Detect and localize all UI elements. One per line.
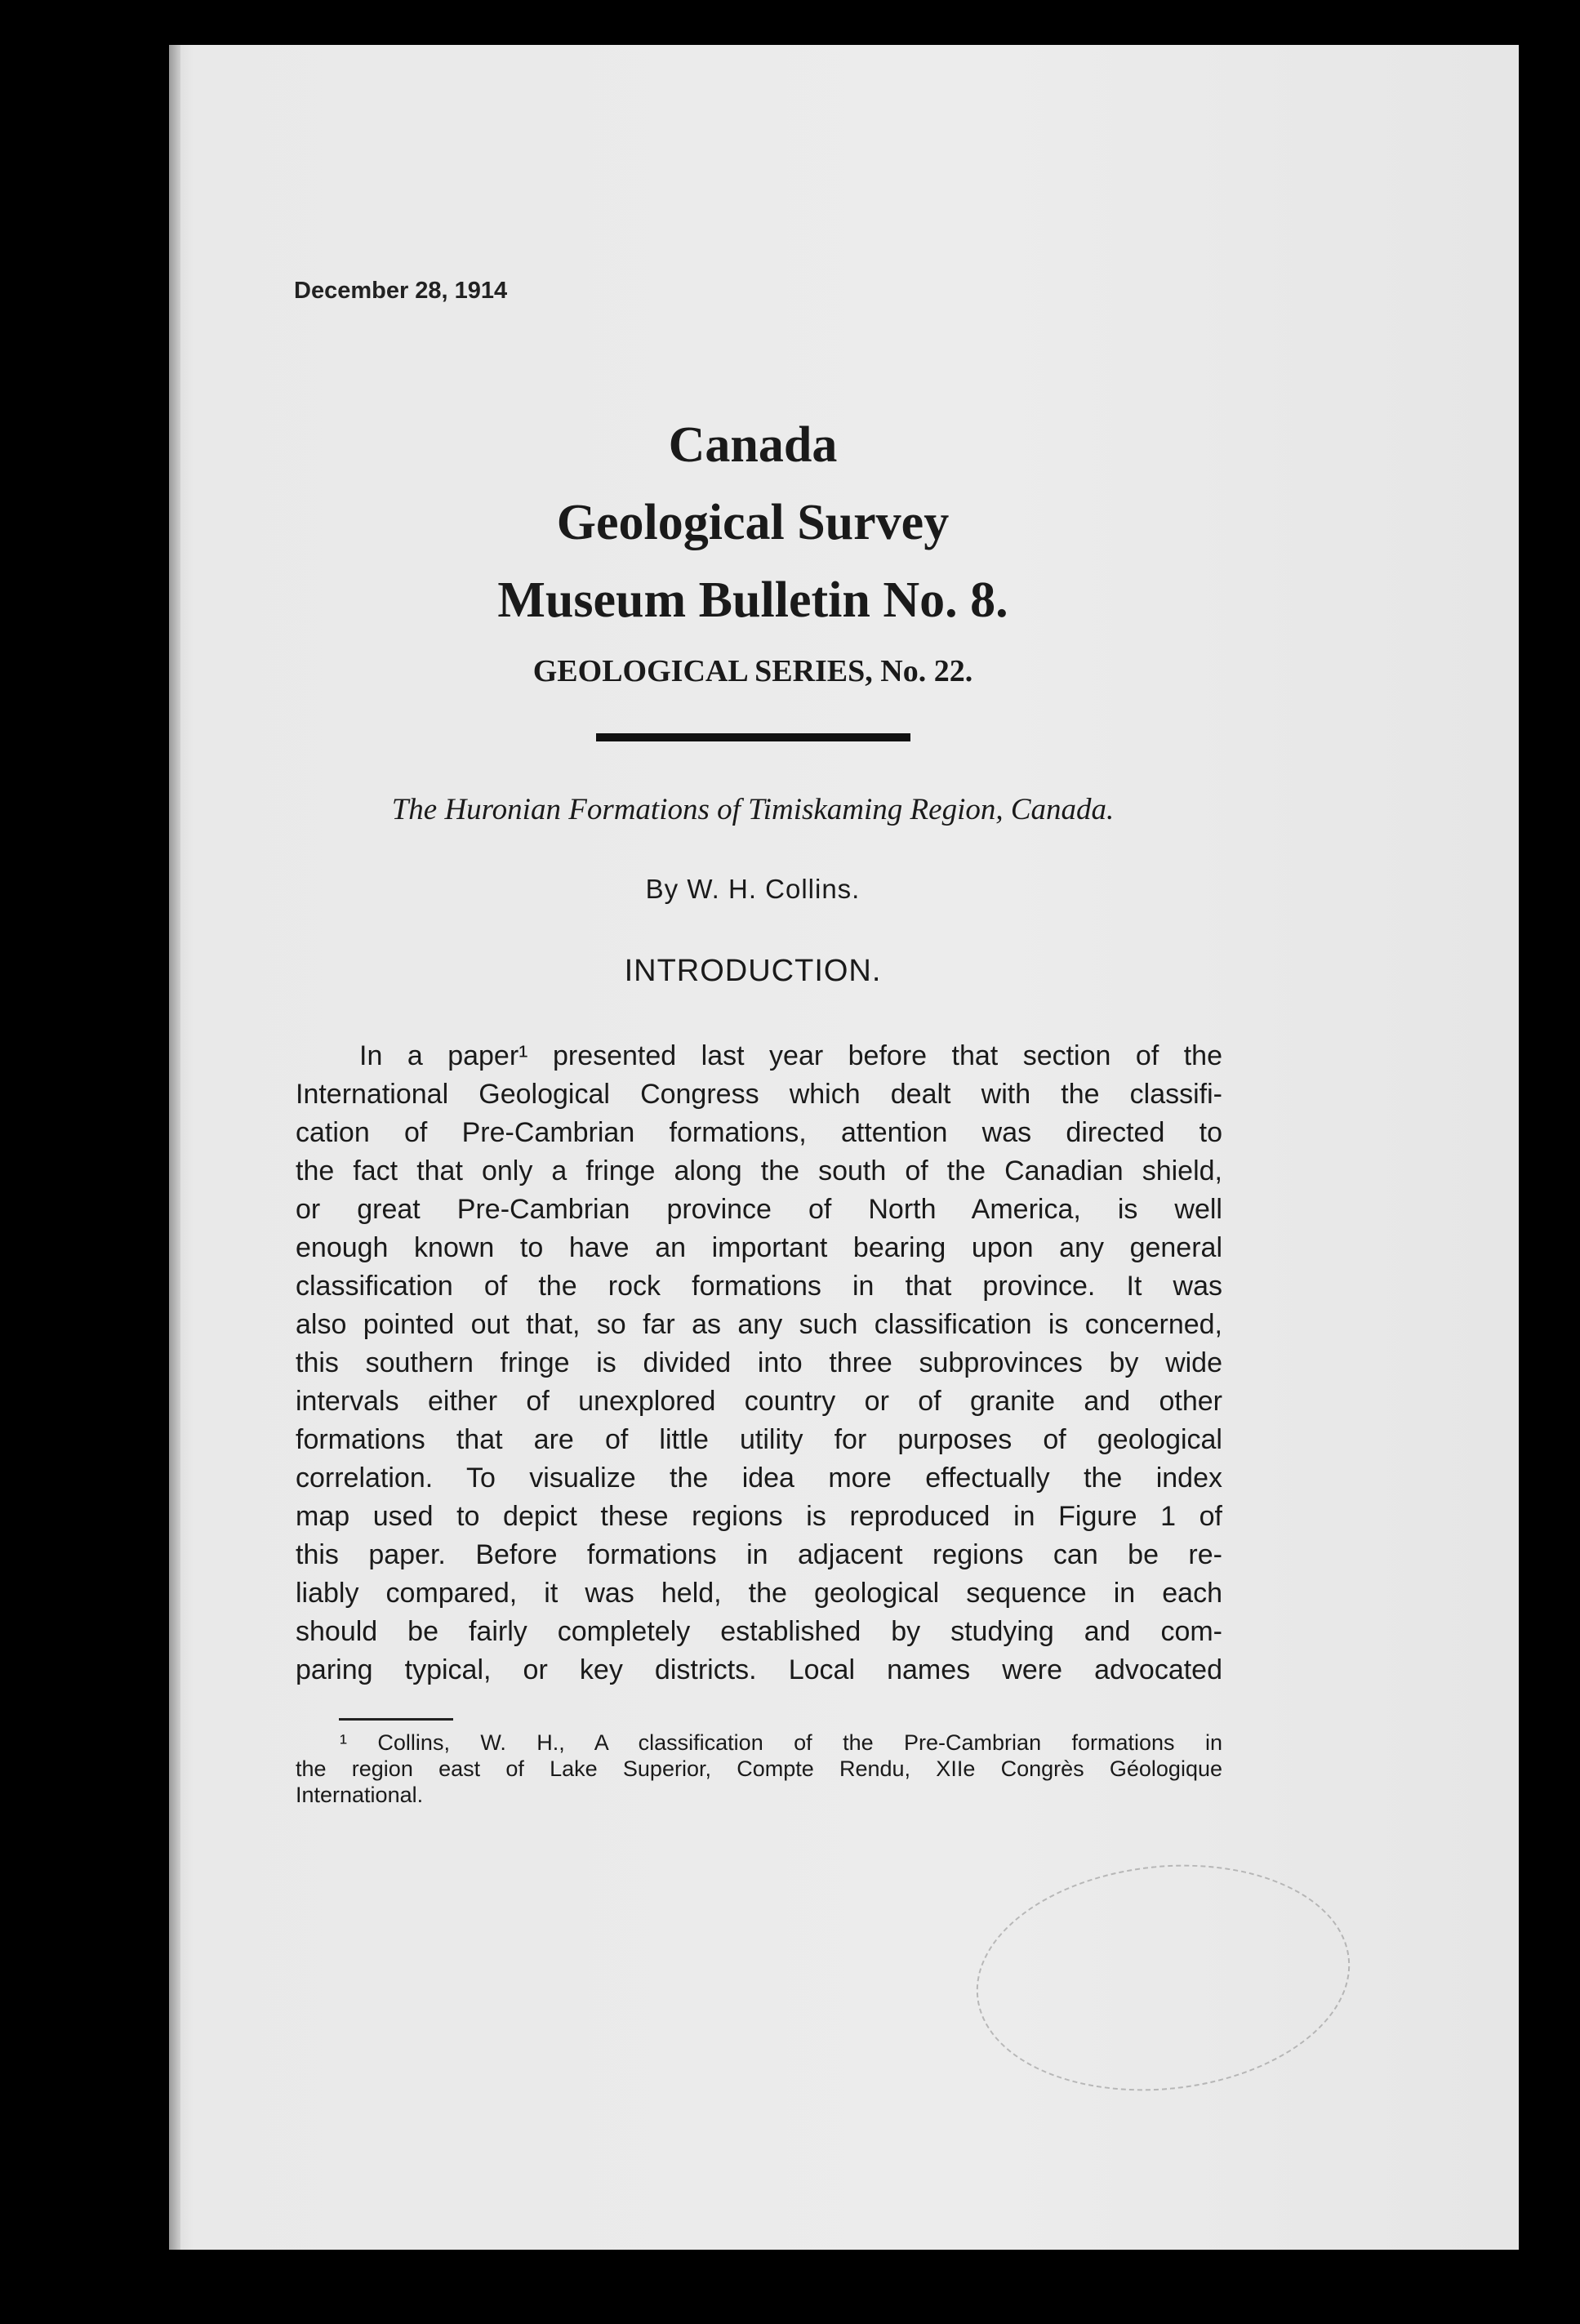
body-line: this paper. Before formations in adjacent regions can be re- [296, 1539, 1222, 1570]
body-line: cation of Pre-Cambrian formations, attention was directed to [296, 1117, 1222, 1148]
footnote-divider [339, 1718, 453, 1721]
footnote-line: the region east of Lake Superior, Compte Rendu, XIIe Congrès Géologique [296, 1756, 1222, 1781]
body-line: the fact that only a fringe along the south of the Canadian shield, [296, 1155, 1222, 1186]
footnote [296, 1730, 1222, 1808]
body-text [296, 1037, 1222, 1690]
body-line: International Geological Congress which dealt with the classifi- [296, 1079, 1222, 1110]
body-line: paring typical, or key districts. Local names were advocated [296, 1654, 1222, 1685]
heading-country: Canada [668, 417, 838, 473]
body-line: enough known to have an important bearing upon any general [296, 1232, 1222, 1263]
body-line: or great Pre-Cambrian province of North America, is well [296, 1194, 1222, 1225]
body-line: this southern fringe is divided into three subprovinces by wide [296, 1347, 1222, 1378]
footnote-line: International. [296, 1783, 424, 1807]
body-line: also pointed out that, so far as any such classification is concerned, [296, 1309, 1222, 1340]
publication-date: December 28, 1914 [294, 278, 508, 304]
body-line: map used to depict these regions is reproduced in Figure 1 of [296, 1501, 1222, 1532]
body-line: In a paper¹ presented last year before that section of the [359, 1040, 1222, 1071]
heading-bulletin: Museum Bulletin No. 8. [497, 572, 1008, 628]
footnote-line: ¹ Collins, W. H., A classification of the Pre-Cambrian formations in [340, 1730, 1222, 1755]
body-line: formations that are of little utility for purposes of geological [296, 1424, 1222, 1455]
body-line: liably compared, it was held, the geological sequence in each [296, 1578, 1222, 1609]
body-line: should be fairly completely established by studying and com- [296, 1616, 1222, 1647]
heading-series: GEOLOGICAL SERIES, No. 22. [532, 654, 973, 688]
page-binding-edge [169, 45, 180, 2250]
paper-author: By W. H. Collins. [645, 874, 861, 904]
body-line: correlation. To visualize the idea more effectually the index [296, 1463, 1222, 1494]
title-divider [596, 733, 910, 741]
scan-bottom-border [0, 2262, 1580, 2324]
body-line: classification of the rock formations in that province. It was [296, 1271, 1222, 1302]
body-line: intervals either of unexplored country or of granite and other [296, 1386, 1222, 1417]
section-heading: INTRODUCTION. [624, 954, 882, 988]
heading-organization: Geological Survey [556, 495, 950, 550]
paper-title: The Huronian Formations of Timiskaming Region, Canada. [391, 793, 1115, 826]
